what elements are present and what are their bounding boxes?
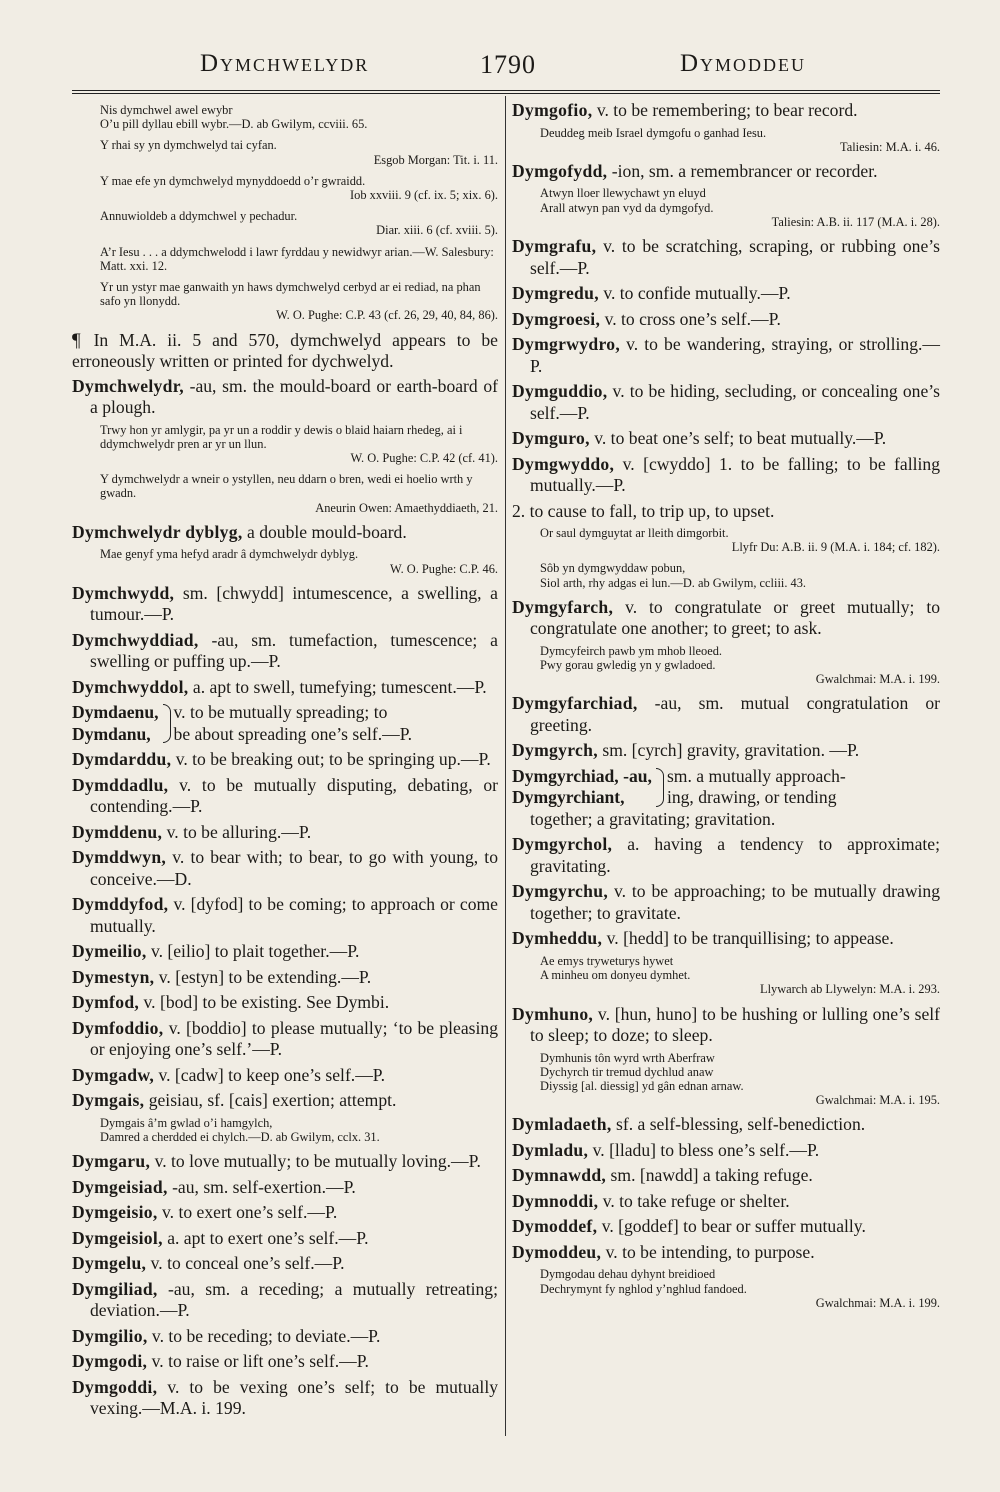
entry-definition: v. to be receding; to deviate.—P. (151, 1325, 381, 1346)
citation-line: Annuwioldeb a ddymchwel y pechadur. (100, 209, 298, 224)
dictionary-entry (72, 583, 498, 626)
entry-definition: v. to be mutually disputing, debating, or contending.—P. (90, 774, 499, 817)
entry-headword: Dymgyrchiant, (512, 787, 625, 808)
entry-definition: v. to beat one’s self; to beat mutually.—P. (594, 428, 887, 449)
citation-source: Iob xxviii. 9 (cf. ix. 5; xix. 6). (350, 188, 498, 203)
entry-headword: Dymchwelydr dyblyg, (72, 521, 243, 542)
citation-line: Damred a cherdded ei chylch.—D. ab Gwilym, cclx. 31. (100, 1129, 380, 1144)
entry-definition: v. to love mutually; to be mutually loving.—P. (154, 1151, 481, 1172)
entry-definition: -au, sm. self-exertion.—P. (172, 1176, 356, 1197)
entry-definition: v. [hedd] to be tranquillising; to appease. (606, 928, 894, 949)
entry-definition: v. to be intending, to purpose. (605, 1241, 815, 1262)
citation-line: Dechrymynt fy nghlod y’nghlud fandoed. (540, 1281, 747, 1296)
entry-definition: -au, sm. tumefaction, tumescence; a swelling or puffing up.—P. (90, 629, 498, 672)
entry-headword: Dymgadw, (72, 1064, 155, 1085)
entry-definition: -au, sm. a receding; a mutually retreating; deviation.—P. (90, 1278, 498, 1321)
dictionary-entry (512, 597, 940, 640)
citation-block (540, 954, 940, 997)
dictionary-entry (72, 522, 498, 544)
entry-headword: Dymguddio, (512, 381, 608, 402)
entry-definition: v. [cadw] to keep one’s self.—P. (158, 1064, 386, 1085)
citation-block (540, 1051, 940, 1108)
entry-headword: Dymgyrchu, (512, 881, 609, 902)
citation-line: Y mae efe yn dymchwelyd mynyddoedd o’r gwraidd. (100, 173, 366, 188)
entry-headword: Dymgroesi, (512, 308, 601, 329)
citation-source: W. O. Pughe: C.P. 46. (390, 561, 498, 576)
page-number: 1790 (480, 50, 536, 79)
entry-headword: Dymgyfarchiad, (512, 693, 638, 714)
citation-block (540, 126, 940, 154)
entry-headword: Dymgrafu, (512, 236, 597, 257)
entry-headword: Dymgeisiad, (72, 1176, 168, 1197)
dictionary-entry (72, 1351, 498, 1373)
dictionary-entry (512, 501, 940, 523)
entry-definition: v. to bear with; to bear, to go with young, to conceive.—D. (90, 847, 498, 889)
citation-line: A minheu om donyeu dymhet. (540, 968, 691, 983)
citation-line: Ae emys tryweturys hywet (540, 953, 674, 968)
entry-headword: Dymladu, (512, 1139, 589, 1160)
entry-headword: Dymguro, (512, 428, 590, 449)
citation-block (540, 186, 940, 229)
citation-block (100, 280, 498, 323)
entry-definition: v. to be vexing one’s self; to be mutually vexing.—M.A. i. 199. (90, 1376, 498, 1419)
entry-headword: Dymddadlu, (72, 774, 169, 795)
entry-headword: Dymgofio, (512, 100, 593, 120)
citation-source: Llywarch ab Llywelyn: M.A. i. 293. (760, 982, 940, 997)
entry-headword: Dymdaenu, (72, 702, 159, 723)
entry-headword: Dymgyfarch, (512, 596, 614, 617)
entry-headword: Dymgyrchol, (512, 834, 613, 855)
entry-headword: Dymddwyn, (72, 847, 167, 868)
pilcrow-mark: ¶ (72, 329, 81, 351)
entry-definition: -au, sm. the mould-board or earth-board of a plough. (90, 375, 499, 418)
citation-source: Taliesin: A.B. ii. 117 (M.A. i. 28). (771, 214, 940, 229)
entry-headword: Dymoddeu, (512, 1241, 602, 1262)
entry-definition: v. [cwyddo] 1. to be falling; to be falling mutually.—P. (530, 453, 940, 496)
citation-source: Llyfr Du: A.B. ii. 9 (M.A. i. 184; cf. 182). (731, 540, 940, 555)
entry-definition: a. having a tendency to approximate; gravitating. (530, 834, 940, 876)
column-divider (505, 96, 506, 1436)
paired-entry-lines (72, 702, 498, 745)
citation-source: Gwalchmai: M.A. i. 199. (815, 1295, 940, 1310)
citation-block (100, 103, 498, 131)
dictionary-entry (72, 775, 498, 818)
entry-definition: v. to congratulate or greet mutually; to congratulate one another; to greet; to ask. (530, 596, 941, 639)
citation-line: Trwy hon yr amlygir, pa yr un a roddir y dewis o blaid haiarn rhedeg, ai i ddymchwelydr pren ar yr un llun. (100, 422, 463, 451)
entry-definition: v. to be approaching; to be mutually drawing together; to gravitate. (530, 881, 941, 923)
citation-source: Gwalchmai: M.A. i. 199. (815, 672, 940, 687)
dictionary-entry (72, 1065, 498, 1087)
usage-note (72, 330, 498, 373)
dictionary-entry (512, 236, 940, 279)
entry-headword: Dymhuno, (512, 1003, 594, 1024)
entry-headword: Dymgeisio, (72, 1202, 158, 1223)
dictionary-entry (512, 1242, 940, 1264)
entry-headword: Dymheddu, (512, 928, 603, 949)
citation-line: Yr un ystyr mae ganwaith yn haws dymchwelyd cerbyd ar ei rediad, na phan safo yn llonydd. (100, 280, 481, 309)
dictionary-entry (512, 100, 940, 122)
dictionary-entry (512, 1165, 940, 1187)
entry-definition: v. [boddio] to please mutually; ‘to be pleasing or enjoying one’s self.’—P. (90, 1017, 499, 1060)
entry-definition: v. to exert one’s self.—P. (162, 1202, 338, 1223)
citation-source: W. O. Pughe: C.P. 43 (cf. 26, 29, 40, 84, 86). (276, 308, 498, 323)
dictionary-entry (72, 847, 498, 890)
citation-source: Esgob Morgan: Tit. i. 11. (373, 152, 498, 167)
dictionary-entry (512, 309, 940, 331)
dictionary-entry (72, 992, 498, 1014)
citation-line: Nis dymchwel awel ewybr (100, 103, 233, 117)
citation-block (540, 561, 940, 589)
paired-entry-lines (512, 766, 940, 809)
citation-block (100, 423, 498, 466)
citation-line: Diyssig [al. diessig] yd gân ednan arnaw. (540, 1078, 744, 1093)
dictionary-entry (72, 822, 498, 844)
dictionary-entry (72, 1202, 498, 1224)
citation-line: Dychyrch tir tremud dychlud anaw (540, 1064, 714, 1079)
entry-definition: v. to be breaking out; to be springing up.—P. (175, 749, 491, 770)
citation-block (100, 547, 498, 575)
citation-line: Dymhunis tôn wyrd wrth Aberfraw (540, 1050, 715, 1065)
citation-line: Pwy gorau gwledig yn y gwladoed. (540, 658, 716, 673)
entry-headword: Dymladaeth, (512, 1114, 612, 1135)
definition-continuation: together; a gravitating; gravitation. (530, 808, 776, 829)
citation-line: Y rhai sy yn dymchwelyd tai cyfan. (100, 138, 277, 153)
entry-headword: Dymgiliad, (72, 1278, 158, 1299)
citation-line: A’r Iesu . . . a ddymchwelodd i lawr fyrddau y newidwyr arian.—W. Salesbury: Matt. xxi. 12. (100, 244, 494, 273)
entry-headword: Dymgilio, (72, 1325, 148, 1346)
entry-headword: Dymeilio, (72, 941, 147, 962)
dictionary-entry (72, 1279, 498, 1322)
entry-definition: v. to be hiding, secluding, or concealing one’s self.—P. (530, 381, 940, 423)
entry-headword: Dymgelu, (72, 1253, 147, 1274)
brace-mark (163, 704, 171, 743)
entry-headword: Dymddenu, (72, 821, 163, 842)
dictionary-entry (512, 428, 940, 450)
entry-headword: Dymnoddi, (512, 1190, 599, 1211)
dictionary-entry (72, 630, 498, 673)
header-rule-thin (72, 93, 940, 94)
entry-headword: Dymgwyddo, (512, 453, 615, 474)
entry-headword: Dymgoddi, (72, 1376, 158, 1397)
entry-definition: v. [estyn] to be extending.—P. (158, 966, 372, 987)
dictionary-entry (512, 740, 940, 762)
citation-line: Sôb yn dymgwyddaw pobun, (540, 561, 686, 576)
running-head-right: Dymoddeu (680, 50, 807, 77)
citation-line: Arall atwyn pan vyd da dymgofyd. (540, 200, 714, 215)
dictionary-entry (512, 1004, 940, 1047)
dictionary-entry (512, 161, 940, 183)
definition-line: sm. a mutually approach- (666, 765, 846, 786)
entry-headword: Dymfoddio, (72, 1017, 164, 1038)
dictionary-entry (512, 1140, 940, 1162)
citation-block (100, 174, 498, 202)
paired-definition (667, 766, 940, 809)
dictionary-entry (512, 1114, 940, 1136)
entry-definition: v. [goddef] to bear or suffer mutually. (601, 1216, 866, 1237)
dictionary-entry (512, 1191, 940, 1213)
dictionary-entry (72, 1228, 498, 1250)
entry-definition: v. to cross one’s self.—P. (604, 308, 781, 329)
entry-definition: geisiau, sf. [cais] exertion; attempt. (148, 1090, 397, 1111)
right-column (512, 100, 940, 1317)
citation-line: Mae genyf yma hefyd aradr â dymchwelydr dyblyg. (100, 547, 359, 562)
entry-definition: v. to be wandering, straying, or strolling.—P. (530, 334, 940, 376)
dictionary-entry (512, 283, 940, 305)
dictionary-entry (72, 1151, 498, 1173)
dictionary-entry (512, 928, 940, 950)
entry-headword: Dymgyrch, (512, 740, 598, 761)
dictionary-entry (72, 1177, 498, 1199)
entry-headword: Dymfod, (72, 992, 140, 1013)
dictionary-entry (72, 1090, 498, 1112)
entry-headword: Dymchwyddol, (72, 676, 189, 697)
header-rule (72, 90, 940, 91)
entry-definition: 2. to cause to fall, to trip up, to upset. (512, 500, 775, 521)
entry-definition: v. [dyfod] to be coming; to approach or come mutually. (90, 894, 498, 936)
dictionary-entry (512, 834, 940, 877)
dictionary-entry (72, 677, 498, 699)
citation-source: Gwalchmai: M.A. i. 195. (815, 1093, 940, 1108)
entry-headword: Dymnawdd, (512, 1165, 607, 1186)
note-text: In M.A. ii. 5 and 570, dymchwelyd appears to be erroneously written or printed for dychwelyd. (72, 329, 498, 372)
dictionary-entry (72, 894, 498, 937)
paired-definition (174, 702, 498, 745)
entry-headword: Dymgrwydro, (512, 334, 621, 355)
citation-line: Siol arth, rhy adgas ei lun.—D. ab Gwilym, ccliii. 43. (540, 575, 807, 590)
definition-line: be about spreading one’s self.—P. (173, 723, 412, 744)
entry-headword: Dymgaru, (72, 1151, 151, 1172)
entry-definition: sm. [chwydd] intumescence, a swelling, a tumour.—P. (90, 582, 498, 625)
dictionary-entry (512, 1216, 940, 1238)
entry-headword: Dymddyfod, (72, 894, 169, 915)
dictionary-entry (512, 454, 940, 497)
entry-headword: Dymgodi, (72, 1351, 148, 1372)
dictionary-entry (72, 376, 498, 419)
definition-line: v. to be mutually spreading; to (173, 702, 388, 723)
entry-headword: Dymestyn, (72, 966, 155, 987)
dictionary-entry (72, 967, 498, 989)
dictionary-entry (72, 941, 498, 963)
left-column (72, 100, 498, 1424)
entry-headword: Dymchwyddiad, (72, 629, 199, 650)
citation-block (100, 245, 498, 273)
entry-definition: a. apt to swell, tumefying; tumescent.—P. (192, 676, 487, 697)
dictionary-entry (512, 881, 940, 924)
entry-definition: -ion, sm. a remembrancer or recorder. (611, 160, 878, 181)
brace-mark (656, 768, 664, 807)
entry-headword: Dymgyrchiad, -au, (512, 765, 652, 786)
paired-headwords (512, 766, 652, 809)
citation-line: O’u pill dyllau ebill wybr.—D. ab Gwilym, ccviii. 65. (100, 117, 368, 132)
entry-definition: v. to be remembering; to bear record. (596, 100, 858, 120)
citation-source: Diar. xiii. 6 (cf. xviii. 5). (376, 223, 498, 238)
paired-entry (512, 766, 940, 831)
citation-line: Dymgais â’m gwlad o’i hamgylch, (100, 1115, 273, 1130)
citation-line: Y dymchwelydr a wneir o ystyllen, neu ddarn o bren, wedi ei hoelio wrth y gwadn. (100, 472, 473, 501)
page-header (0, 50, 1000, 90)
entry-headword: Dymgeisiol, (72, 1227, 163, 1248)
entry-headword: Dymgredu, (512, 283, 599, 304)
entry-definition: v. to confide mutually.—P. (603, 283, 791, 304)
paired-headwords (72, 702, 159, 745)
citation-line: Deuddeg meib Israel dymgofu o ganhad Iesu. (540, 125, 767, 140)
citation-block (540, 644, 940, 687)
dictionary-entry (512, 381, 940, 424)
entry-definition: a. apt to exert one’s self.—P. (167, 1227, 369, 1248)
paired-entry (72, 702, 498, 745)
entry-headword: Dymdanu, (72, 723, 151, 744)
dictionary-entry (512, 693, 940, 736)
entry-definition: v. [bod] to be existing. See Dymbi. (143, 992, 390, 1013)
entry-definition: v. [eilio] to plait together.—P. (150, 941, 360, 962)
entry-headword: Dymchwelydr, (72, 375, 184, 396)
dictionary-entry (72, 1018, 498, 1061)
entry-definition: sf. a self-blessing, self-benediction. (615, 1114, 866, 1135)
citation-source: W. O. Pughe: C.P. 42 (cf. 41). (350, 451, 498, 466)
entry-definition: v. to conceal one’s self.—P. (150, 1253, 345, 1274)
citation-block (100, 1116, 498, 1144)
entry-definition: sm. [nawdd] a taking refuge. (610, 1165, 813, 1186)
entry-headword: Dymdarddu, (72, 749, 172, 770)
dictionary-entry (72, 749, 498, 771)
dictionary-entry (72, 1253, 498, 1275)
entry-definition: v. to be scratching, scraping, or rubbing one’s self.—P. (530, 236, 940, 278)
citation-block (100, 138, 498, 166)
citation-line: Atwyn lloer llewychawt yn eluyd (540, 186, 706, 201)
entry-headword: Dymoddef, (512, 1216, 598, 1237)
entry-definition: sm. [cyrch] gravity, gravitation. —P. (602, 740, 860, 761)
citation-block (100, 472, 498, 515)
entry-definition: v. to take refuge or shelter. (602, 1190, 790, 1211)
citation-block (540, 526, 940, 554)
entry-definition: v. to be alluring.—P. (166, 821, 312, 842)
citation-source: Aneurin Owen: Amaethyddiaeth, 21. (315, 500, 498, 515)
dictionary-entry (512, 334, 940, 377)
entry-headword: Dymgofydd, (512, 160, 608, 181)
entry-headword: Dymchwydd, (72, 582, 175, 603)
dictionary-entry (72, 1377, 498, 1420)
dictionary-entry (72, 1326, 498, 1348)
entry-definition: v. [lladu] to bless one’s self.—P. (592, 1139, 820, 1160)
running-head-left: Dymchwelydr (200, 50, 370, 77)
entry-definition: v. to raise or lift one’s self.—P. (151, 1351, 369, 1372)
entry-definition: v. [hun, huno] to be hushing or lulling one’s self to sleep; to doze; to sleep. (530, 1003, 941, 1046)
citation-line: Dymcyfeirch pawb ym mhob lleoed. (540, 643, 723, 658)
entry-definition: -au, sm. mutual congratulation or greeting. (530, 693, 940, 735)
definition-line: ing, drawing, or tending (666, 787, 837, 808)
citation-block (100, 209, 498, 237)
entry-headword: Dymgais, (72, 1090, 145, 1111)
entry-definition: a double mould-board. (246, 521, 407, 542)
citation-block (540, 1267, 940, 1310)
citation-line: Dymgodau dehau dyhynt breidioed (540, 1267, 716, 1282)
citation-source: Taliesin: M.A. i. 46. (840, 139, 940, 154)
citation-line: Or saul dymguytat ar lleith dimgorbit. (540, 526, 729, 541)
